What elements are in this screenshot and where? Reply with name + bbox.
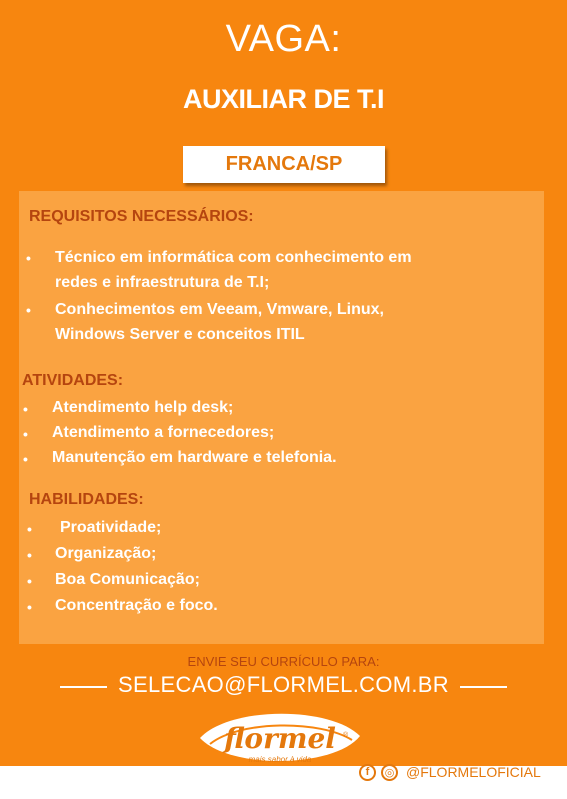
requirement-line: redes e infraestrutura de T.I; <box>55 274 270 291</box>
activities-heading: ATIVIDADES: <box>22 372 124 389</box>
svg-text:®: ® <box>343 732 349 739</box>
bullet-icon: • <box>26 302 31 318</box>
bullet-icon: • <box>26 250 31 266</box>
requirements-heading: REQUISITOS NECESSÁRIOS: <box>29 208 254 225</box>
brand-tagline: mais sabor à vida <box>248 755 312 764</box>
social-bar <box>359 762 541 782</box>
bullet-icon: • <box>23 451 28 467</box>
requirement-line: Windows Server e conceitos ITIL <box>55 326 305 343</box>
instagram-icon[interactable]: ◎ <box>381 764 398 781</box>
job-position: AUXILIAR DE T.I <box>182 84 384 114</box>
bullet-icon: • <box>23 426 28 442</box>
poster-title: VAGA: <box>225 18 342 60</box>
brand-name: flormel <box>224 722 336 755</box>
activity-item: Manutenção em hardware e telefonia. <box>52 449 337 466</box>
skill-item: Organização; <box>55 545 157 562</box>
send-cv-label: ENVIE SEU CURRÍCULO PARA: <box>187 654 380 669</box>
bullet-icon: • <box>27 573 32 589</box>
skill-item: Boa Comunicação; <box>55 571 200 588</box>
skill-item: Concentração e foco. <box>55 597 218 614</box>
bullet-icon: • <box>27 599 32 615</box>
skill-item: Proatividade; <box>60 519 162 536</box>
requirement-line: Conhecimentos em Veeam, Vmware, Linux, <box>55 301 384 318</box>
bullet-icon: • <box>27 547 32 563</box>
activity-item: Atendimento help desk; <box>52 399 234 416</box>
facebook-icon[interactable]: f <box>359 764 376 781</box>
social-handle[interactable]: @FLORMELOFICIAL <box>406 764 541 780</box>
skills-heading: HABILIDADES: <box>29 491 144 508</box>
bullet-icon: • <box>23 401 28 417</box>
requirement-line: Técnico em informática com conhecimento em <box>55 249 412 266</box>
divider-right <box>460 686 507 688</box>
activity-item: Atendimento a fornecedores; <box>52 424 275 441</box>
location-badge: FRANCA/SP <box>183 146 385 183</box>
contact-email[interactable]: SELECAO@FLORMEL.COM.BR <box>118 672 449 697</box>
bullet-icon: • <box>27 521 32 537</box>
